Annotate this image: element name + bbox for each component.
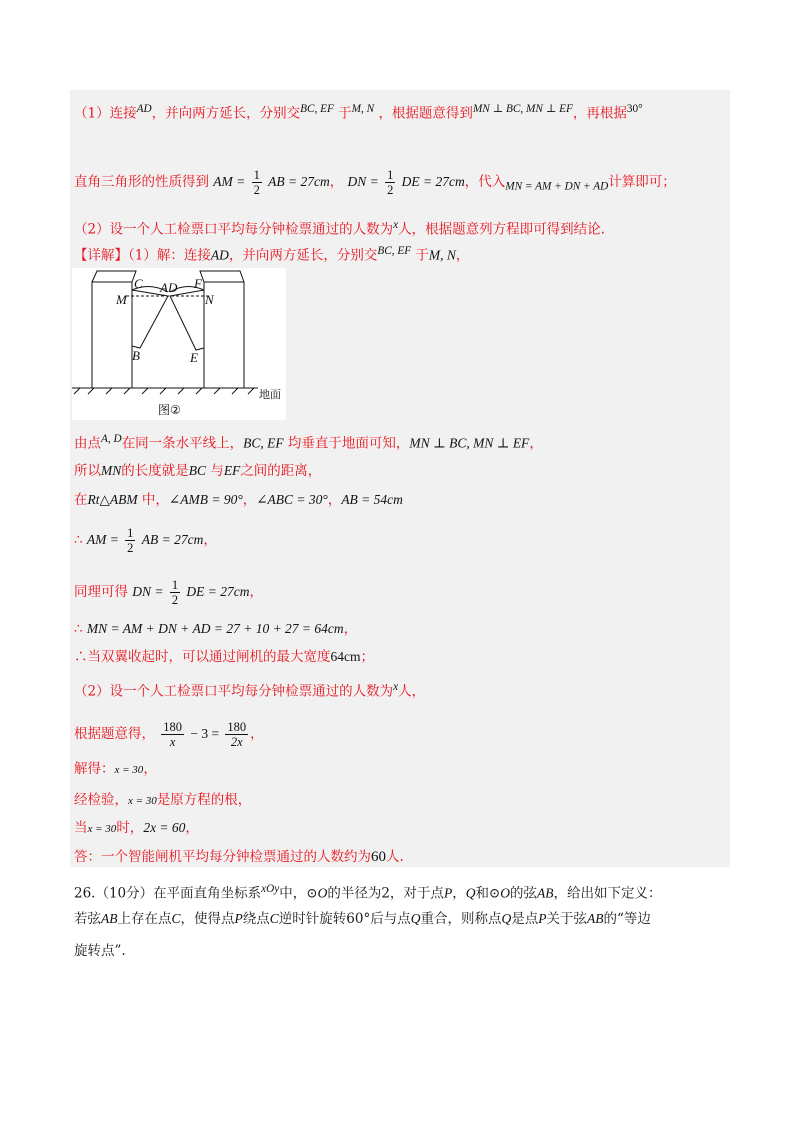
math: M, N — [351, 103, 375, 115]
math: MN = AM + DN + AD = 27 + 10 + 27 = 64cm — [86, 621, 344, 636]
detail-line-2 — [74, 430, 543, 453]
text: 绕点 — [242, 911, 270, 927]
detail-line-10 — [74, 720, 264, 749]
text: ， — [242, 492, 257, 508]
math: xOy — [261, 883, 280, 895]
text: （1）解：连接 — [128, 247, 211, 264]
math: EF — [223, 463, 241, 478]
question-26-line-3 — [74, 942, 126, 960]
label-f: F — [194, 276, 202, 291]
math: Rt△ABM — [87, 492, 138, 507]
text: ； — [360, 649, 374, 665]
text: 于 — [415, 247, 429, 264]
label-c: C — [134, 276, 143, 291]
math: 30° — [626, 103, 643, 115]
math: ∠ABC = 30° — [256, 492, 328, 507]
math: AB — [537, 885, 554, 901]
math: AD — [136, 103, 152, 115]
label-b: B — [132, 348, 140, 363]
detail-line-1 — [74, 242, 469, 265]
text: 与 — [210, 463, 224, 479]
figure-gate-diagram — [72, 268, 286, 420]
math: AB — [586, 911, 604, 926]
text: 之间的距离， — [240, 463, 322, 479]
text: 根据题意得， — [74, 726, 155, 742]
detail-line-11 — [74, 760, 157, 779]
text: 经检验， — [74, 792, 128, 808]
text: 人， — [398, 683, 426, 700]
text: 人，根据题意列方程即可得到结论. — [398, 221, 605, 238]
math: C — [269, 911, 279, 926]
text: 26.（10分）在平面直角坐标系 — [74, 885, 262, 902]
text: 若弦 — [74, 911, 101, 927]
text: ， — [452, 885, 466, 902]
math: Q — [410, 911, 421, 926]
math: BC, EF — [377, 245, 412, 257]
math: MN ⊥ BC, MN ⊥ EF — [409, 435, 530, 451]
math: AD — [210, 247, 229, 263]
math: AM = — [213, 174, 246, 189]
math: DE = 27cm — [186, 584, 250, 599]
label-m: M — [116, 292, 127, 307]
ground-hatching — [74, 388, 254, 394]
text: 在同一条水平线上， — [121, 435, 244, 452]
fraction-half: $\frac{1}{2}$ — [127, 526, 134, 555]
detail-line-7 — [74, 620, 357, 638]
text: 计算即可； — [608, 174, 676, 190]
math: AM = — [86, 532, 119, 547]
math: MN ⊥ BC, MN ⊥ EF — [472, 103, 573, 115]
math: AB = 54cm — [341, 492, 403, 507]
text: 解得： — [74, 761, 115, 777]
analysis-line-1 — [74, 100, 643, 123]
math: M, N — [428, 247, 456, 263]
text: ，并向两方延长，分别交 — [228, 247, 378, 264]
text: ，代入 — [464, 174, 506, 190]
analysis-line-2: 直角三角形的性质得到 AM = $\frac{1}{2}$ AB = 27cm， DN = $\frac{1}{2}$ DE = 27cm，代入$_{MN = AM + DN + AD}$计算即可； — [74, 168, 676, 197]
text: ，根据题意得到 — [378, 105, 473, 122]
question-26-line-1 — [74, 880, 662, 903]
text: 上存在点 — [117, 911, 172, 927]
text: ， — [455, 247, 470, 264]
math: 2x = 60 — [143, 820, 186, 835]
text: ∴当双翼收起时，可以通过闸机的最大宽度 — [74, 649, 331, 665]
right-post-top — [200, 271, 244, 282]
math: − 3 = — [190, 726, 220, 741]
text: ，再根据 — [572, 105, 627, 122]
detail-line-9 — [74, 678, 425, 701]
text: （2）设一个人工检票口平均每分钟检票通过的人数为 — [74, 221, 394, 238]
label-ad: AD — [160, 280, 178, 295]
math: 60 — [371, 849, 386, 865]
math: Q — [501, 911, 512, 926]
text: 的“等边 — [603, 911, 651, 927]
text: （2）设一个人工检票口平均每分钟检票通过的人数为 — [74, 683, 394, 700]
text: 的弦 — [510, 885, 537, 902]
label-e: E — [190, 350, 198, 365]
label-n: N — [205, 292, 214, 307]
detail-line-4 — [74, 491, 403, 509]
text: 时， — [116, 820, 144, 836]
text: 同理可得 — [74, 584, 128, 600]
math: x = 30 — [128, 795, 157, 807]
text: 由点 — [74, 435, 101, 452]
math: AB = 27cm — [141, 532, 204, 547]
math: MN — [101, 463, 122, 478]
text: 所以 — [74, 463, 101, 479]
detail-line-3 — [74, 462, 321, 480]
text: 旋转点”. — [74, 943, 126, 959]
text: 重合，则称点 — [420, 911, 502, 927]
text: 答：一个智能闸机平均每分钟检票通过的人数约为 — [74, 849, 371, 865]
detail-tag: 【详解】 — [74, 247, 128, 264]
text: 逆时针旋转60°后与点 — [278, 911, 411, 927]
fraction-180-over-x: $\frac{180}{x}$ — [163, 720, 183, 749]
math: O — [317, 885, 328, 901]
detail-line-14 — [74, 848, 404, 866]
math: ∠AMB = 90° — [168, 492, 243, 507]
gate-diagram-svg — [72, 268, 286, 420]
fraction-half: $\frac{1}{2}$ — [171, 578, 179, 607]
text: 和⊙ — [475, 885, 501, 902]
math: BC, EF — [300, 103, 334, 115]
left-wing — [132, 290, 168, 348]
therefore-symbol: ∴ — [74, 621, 83, 637]
text: 中， — [141, 492, 169, 508]
math: AB — [101, 911, 118, 926]
math: BC — [188, 463, 207, 478]
math: P — [538, 911, 547, 926]
text: ， — [143, 761, 157, 777]
math: DE = 27cm — [401, 174, 465, 189]
text: ， — [185, 820, 199, 836]
therefore-symbol: ∴ — [74, 532, 83, 548]
ground-label: 地面 — [259, 388, 281, 401]
detail-line-13 — [74, 819, 199, 838]
math: AB = 27cm — [268, 174, 330, 189]
math: A, D — [101, 433, 122, 445]
text: ， — [327, 492, 342, 508]
math: x — [393, 681, 399, 693]
question-26-line-2 — [74, 910, 651, 928]
math: x — [393, 219, 399, 231]
math: 64cm — [330, 649, 361, 664]
right-wing — [170, 290, 204, 350]
math: P — [234, 911, 243, 926]
text: ，并向两方延长，分别交 — [151, 105, 301, 122]
math: C — [171, 911, 181, 926]
text: 中，⊙ — [279, 885, 318, 902]
text: ， — [343, 621, 358, 637]
math: BC, EF — [243, 435, 284, 451]
text: 人. — [386, 849, 404, 865]
math: DN = — [347, 174, 379, 189]
text: 均垂直于地面可知， — [287, 435, 410, 452]
text: 的长度就是 — [121, 463, 189, 479]
fraction-180-over-2x: $\frac{180}{2x}$ — [227, 720, 247, 749]
math: MN = AM + DN + AD — [505, 180, 609, 193]
text: （1）连接 — [74, 105, 137, 122]
fraction-half: $\frac{1}{2}$ — [253, 168, 260, 197]
text: ， — [203, 532, 217, 548]
detail-line-6 — [74, 578, 263, 607]
text: ，使得点 — [180, 911, 235, 927]
detail-line-12 — [74, 791, 251, 810]
text: ， — [249, 584, 263, 600]
math: x = 30 — [87, 823, 117, 835]
detail-line-5 — [74, 526, 217, 555]
text: ， — [529, 435, 543, 452]
math: Q — [465, 885, 476, 901]
figure-caption: 图② — [158, 403, 181, 417]
text: 的半径为2，对于点 — [327, 885, 444, 902]
text: ，给出如下定义： — [553, 885, 662, 902]
fraction-half: $\frac{1}{2}$ — [387, 168, 394, 197]
left-post-top — [92, 271, 136, 282]
text: 关于弦 — [546, 911, 587, 927]
text: 是原方程的根， — [156, 792, 252, 808]
text: 于 — [338, 105, 352, 122]
text: ， — [250, 726, 264, 742]
math: x = 30 — [114, 764, 144, 776]
math: P — [443, 885, 453, 901]
text: 是点 — [511, 911, 539, 927]
detail-line-8 — [74, 648, 374, 666]
analysis-line-3 — [74, 216, 605, 239]
text: 在 — [74, 492, 88, 508]
math: DN = — [132, 584, 164, 599]
text: 当 — [74, 820, 88, 836]
math: O — [500, 885, 510, 901]
text: 直角三角形的性质得到 — [74, 174, 209, 190]
